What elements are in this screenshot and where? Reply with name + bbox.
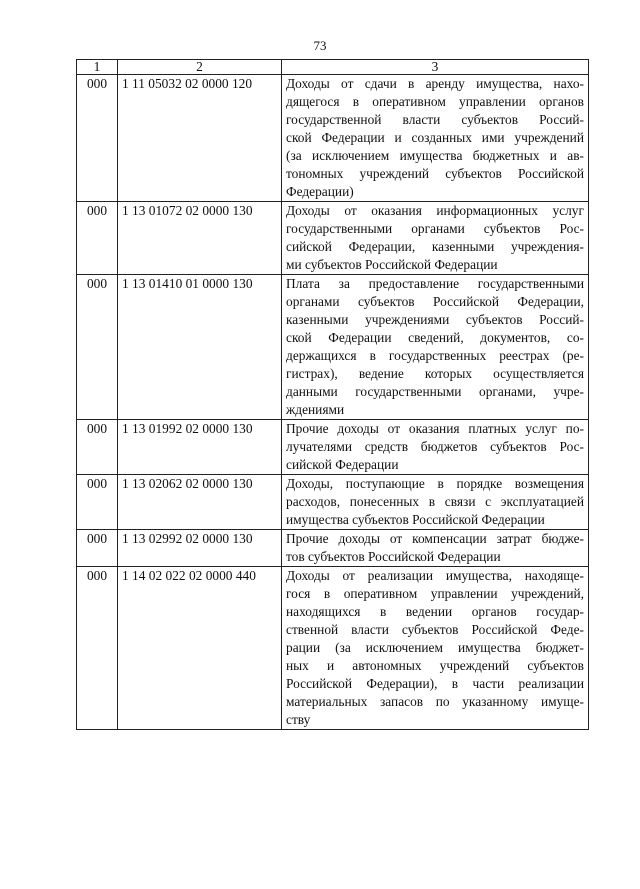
description-line: ственной власти субъектов Российской Феде-: [286, 622, 584, 637]
description-line: ству: [286, 712, 311, 727]
table-row: [77, 202, 589, 275]
budget-classification-code-cell: 1 13 02062 02 0000 130: [118, 475, 282, 530]
description-line: держащихся в государственных реестрах (ре-: [286, 348, 584, 363]
income-description-cell: [282, 275, 589, 420]
description-line: ской Федерации и созданных ими учреждений: [286, 130, 584, 145]
description-line: гося в оперативном управлении учреждений,: [286, 586, 584, 601]
column-header-3: 3: [282, 60, 589, 75]
table-row: [77, 75, 589, 202]
budget-classification-code-cell: 1 14 02 022 02 0000 440: [118, 567, 282, 730]
admin-code-cell: 000: [77, 420, 118, 475]
description-line: Федерации): [286, 184, 354, 199]
budget-codes-table: [76, 59, 589, 730]
description-line: государственными органами субъектов Рос-: [286, 221, 584, 236]
column-header-1: 1: [77, 60, 118, 75]
description-line: Доходы от реализации имущества, находяще-: [286, 568, 584, 583]
table-row: [77, 420, 589, 475]
description-line: Доходы, поступающие в порядке возмещения: [286, 476, 584, 491]
description-line: казенными учреждениями субъектов Россий-: [286, 312, 584, 327]
admin-code-cell: 000: [77, 75, 118, 202]
income-description-cell: [282, 475, 589, 530]
description-line: ждениями: [286, 402, 345, 417]
description-line: тов субъектов Российской Федерации: [286, 549, 501, 564]
description-line: Плата за предоставление государственными: [286, 276, 584, 291]
admin-code-cell: 000: [77, 475, 118, 530]
description-line: находящихся в ведении органов государ-: [286, 604, 584, 619]
budget-classification-code-cell: 1 13 01410 01 0000 130: [118, 275, 282, 420]
description-line: Российской Федерации), в части реализации: [286, 676, 584, 691]
income-description-cell: [282, 530, 589, 567]
description-line: рации (за исключением имущества бюджет-: [286, 640, 584, 655]
description-line: Прочие доходы от оказания платных услуг по-: [286, 421, 584, 436]
description-line: тономных учреждений субъектов Российской: [286, 166, 584, 181]
table-row: [77, 475, 589, 530]
description-line: материальных запасов по указанному имуще-: [286, 694, 584, 709]
income-description-cell: [282, 202, 589, 275]
table-body: [77, 75, 589, 730]
column-header-2: 2: [118, 60, 282, 75]
description-line: Прочие доходы от компенсации затрат бюдже-: [286, 531, 584, 546]
budget-classification-code-cell: 1 13 01992 02 0000 130: [118, 420, 282, 475]
description-line: Доходы от оказания информационных услуг: [286, 203, 584, 218]
income-description-cell: [282, 420, 589, 475]
income-description-cell: [282, 567, 589, 730]
budget-classification-code-cell: 1 11 05032 02 0000 120: [118, 75, 282, 202]
description-line: дящегося в оперативном управлении органов: [286, 94, 584, 109]
description-line: имущества субъектов Российской Федерации: [286, 512, 545, 527]
admin-code-cell: 000: [77, 567, 118, 730]
description-line: данными государственными органами, учре-: [286, 384, 584, 399]
description-line: ской Федерации сведений, документов, со-: [286, 330, 584, 345]
table-row: [77, 275, 589, 420]
admin-code-cell: 000: [77, 275, 118, 420]
admin-code-cell: 000: [77, 202, 118, 275]
description-line: ных и автономных учреждений субъектов: [286, 658, 584, 673]
description-line: Доходы от сдачи в аренду имущества, нахо-: [286, 76, 584, 91]
description-line: сийской Федерации, казенными учреждения-: [286, 239, 584, 254]
description-line: расходов, понесенных в связи с эксплуатацией: [286, 494, 584, 509]
header-row: [77, 60, 589, 75]
description-line: органами субъектов Российской Федерации,: [286, 294, 584, 309]
income-description-cell: [282, 75, 589, 202]
description-line: сийской Федерации: [286, 457, 399, 472]
page-number: 73: [313, 38, 327, 53]
admin-code-cell: 000: [77, 530, 118, 567]
table-row: [77, 530, 589, 567]
description-line: государственной власти субъектов Россий-: [286, 112, 584, 127]
budget-classification-code-cell: 1 13 02992 02 0000 130: [118, 530, 282, 567]
table-row: [77, 567, 589, 730]
description-line: ми субъектов Российской Федерации: [286, 257, 498, 272]
description-line: лучателями средств бюджетов субъектов Рос-: [286, 439, 584, 454]
budget-classification-code-cell: 1 13 01072 02 0000 130: [118, 202, 282, 275]
description-line: гистрах), ведение которых осуществляется: [286, 366, 584, 381]
description-line: (за исключением имущества бюджетных и ав-: [286, 148, 584, 163]
